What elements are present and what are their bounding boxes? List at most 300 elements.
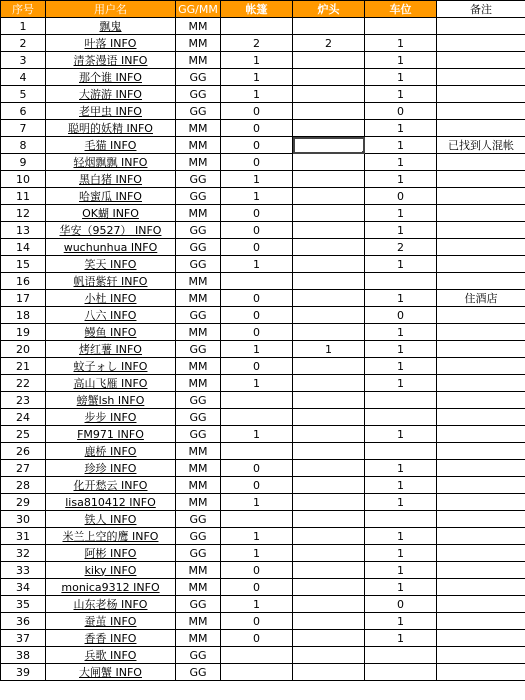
- username-link[interactable]: 山东老杨 INFO: [73, 597, 148, 611]
- cell-username[interactable]: [46, 103, 176, 120]
- cell-tent[interactable]: 1: [221, 341, 293, 358]
- cell-no[interactable]: 8: [1, 137, 46, 154]
- cell-stove[interactable]: [293, 630, 365, 647]
- cell-gender[interactable]: MM: [176, 290, 221, 307]
- cell-gender[interactable]: MM: [176, 579, 221, 596]
- cell-no[interactable]: 27: [1, 460, 46, 477]
- cell-tent[interactable]: [221, 647, 293, 664]
- cell-car[interactable]: 1: [365, 630, 437, 647]
- cell-stove[interactable]: [293, 426, 365, 443]
- cell-remark[interactable]: [437, 375, 525, 392]
- cell-stove[interactable]: 1: [293, 341, 365, 358]
- cell-car[interactable]: 1: [365, 545, 437, 562]
- username-link[interactable]: 哈蜜瓜 INFO: [79, 189, 142, 203]
- username-link[interactable]: 步步 INFO: [84, 410, 137, 424]
- cell-tent[interactable]: 0: [221, 222, 293, 239]
- cell-stove[interactable]: [293, 171, 365, 188]
- cell-car[interactable]: [365, 18, 437, 35]
- header-stove[interactable]: 炉头: [293, 1, 365, 18]
- cell-username[interactable]: [46, 324, 176, 341]
- cell-stove[interactable]: [293, 664, 365, 681]
- cell-remark[interactable]: [437, 443, 525, 460]
- cell-gender[interactable]: MM: [176, 562, 221, 579]
- cell-tent[interactable]: 1: [221, 86, 293, 103]
- cell-no[interactable]: 5: [1, 86, 46, 103]
- cell-car[interactable]: 0: [365, 188, 437, 205]
- username-link[interactable]: 那个谁 INFO: [79, 70, 142, 84]
- username-link[interactable]: 香香 INFO: [84, 631, 137, 645]
- cell-stove[interactable]: [293, 18, 365, 35]
- cell-car[interactable]: 1: [365, 579, 437, 596]
- username-link[interactable]: 小杜 INFO: [84, 291, 137, 305]
- cell-remark[interactable]: [437, 477, 525, 494]
- cell-username[interactable]: [46, 341, 176, 358]
- cell-remark[interactable]: [437, 528, 525, 545]
- cell-no[interactable]: 28: [1, 477, 46, 494]
- cell-car[interactable]: 1: [365, 171, 437, 188]
- cell-remark[interactable]: [437, 460, 525, 477]
- username-link[interactable]: 铁人 INFO: [84, 512, 137, 526]
- cell-stove[interactable]: [293, 205, 365, 222]
- cell-no[interactable]: 32: [1, 545, 46, 562]
- cell-tent[interactable]: [221, 511, 293, 528]
- cell-remark[interactable]: [437, 35, 525, 52]
- cell-no[interactable]: 26: [1, 443, 46, 460]
- cell-gender[interactable]: GG: [176, 256, 221, 273]
- username-link[interactable]: 叶落 INFO: [84, 36, 137, 50]
- username-link[interactable]: 蚕茧 INFO: [84, 614, 137, 628]
- cell-stove[interactable]: [293, 375, 365, 392]
- cell-tent[interactable]: 1: [221, 375, 293, 392]
- cell-stove[interactable]: [293, 613, 365, 630]
- cell-car[interactable]: [365, 443, 437, 460]
- username-link[interactable]: 大游游 INFO: [79, 87, 142, 101]
- cell-no[interactable]: 33: [1, 562, 46, 579]
- cell-username[interactable]: [46, 613, 176, 630]
- cell-car[interactable]: 0: [365, 103, 437, 120]
- cell-car[interactable]: 1: [365, 120, 437, 137]
- cell-remark[interactable]: [437, 511, 525, 528]
- cell-username[interactable]: [46, 443, 176, 460]
- cell-username[interactable]: [46, 86, 176, 103]
- cell-remark[interactable]: [437, 239, 525, 256]
- cell-tent[interactable]: 1: [221, 188, 293, 205]
- username-link[interactable]: 烤红薯 INFO: [79, 342, 142, 356]
- username-link[interactable]: 化开愁云 INFO: [73, 478, 148, 492]
- cell-remark[interactable]: 已找到人混帐: [437, 137, 525, 154]
- cell-gender[interactable]: MM: [176, 613, 221, 630]
- cell-username[interactable]: [46, 273, 176, 290]
- username-link[interactable]: kiky INFO: [84, 563, 137, 577]
- cell-remark[interactable]: [437, 205, 525, 222]
- cell-gender[interactable]: GG: [176, 392, 221, 409]
- cell-gender[interactable]: GG: [176, 222, 221, 239]
- cell-tent[interactable]: 0: [221, 358, 293, 375]
- cell-no[interactable]: 7: [1, 120, 46, 137]
- cell-gender[interactable]: MM: [176, 477, 221, 494]
- cell-stove[interactable]: [293, 222, 365, 239]
- cell-username[interactable]: [46, 358, 176, 375]
- username-link[interactable]: OK蝴 INFO: [82, 206, 139, 220]
- cell-car[interactable]: 1: [365, 35, 437, 52]
- username-link[interactable]: 聪明的妖精 INFO: [68, 121, 153, 135]
- cell-gender[interactable]: GG: [176, 103, 221, 120]
- cell-stove[interactable]: [293, 494, 365, 511]
- cell-car[interactable]: 1: [365, 256, 437, 273]
- cell-gender[interactable]: MM: [176, 120, 221, 137]
- cell-car[interactable]: 1: [365, 358, 437, 375]
- cell-no[interactable]: 1: [1, 18, 46, 35]
- cell-remark[interactable]: [437, 86, 525, 103]
- cell-car[interactable]: 2: [365, 239, 437, 256]
- cell-tent[interactable]: 0: [221, 205, 293, 222]
- cell-car[interactable]: 1: [365, 494, 437, 511]
- cell-remark[interactable]: [437, 171, 525, 188]
- cell-car[interactable]: 1: [365, 52, 437, 69]
- cell-username[interactable]: [46, 630, 176, 647]
- cell-stove[interactable]: [293, 273, 365, 290]
- cell-no[interactable]: 24: [1, 409, 46, 426]
- cell-tent[interactable]: 0: [221, 154, 293, 171]
- cell-username[interactable]: [46, 52, 176, 69]
- cell-car[interactable]: 1: [365, 154, 437, 171]
- header-car[interactable]: 车位: [365, 1, 437, 18]
- cell-username[interactable]: [46, 239, 176, 256]
- cell-car[interactable]: [365, 511, 437, 528]
- cell-tent[interactable]: 0: [221, 239, 293, 256]
- cell-tent[interactable]: 0: [221, 579, 293, 596]
- cell-no[interactable]: 11: [1, 188, 46, 205]
- cell-tent[interactable]: 0: [221, 103, 293, 120]
- cell-car[interactable]: 1: [365, 290, 437, 307]
- cell-username[interactable]: [46, 222, 176, 239]
- cell-username[interactable]: [46, 171, 176, 188]
- username-link[interactable]: 高山飞雁 INFO: [73, 376, 148, 390]
- username-link[interactable]: 螃蟹lsh INFO: [76, 393, 145, 407]
- cell-gender[interactable]: GG: [176, 307, 221, 324]
- cell-username[interactable]: [46, 562, 176, 579]
- cell-remark[interactable]: [437, 154, 525, 171]
- username-link[interactable]: 兵歌 INFO: [84, 648, 137, 662]
- cell-tent[interactable]: [221, 443, 293, 460]
- username-link[interactable]: 黑白猪 INFO: [79, 172, 142, 186]
- cell-no[interactable]: 18: [1, 307, 46, 324]
- cell-username[interactable]: [46, 290, 176, 307]
- cell-tent[interactable]: 1: [221, 52, 293, 69]
- cell-stove[interactable]: [293, 443, 365, 460]
- username-link[interactable]: monica9312 INFO: [61, 580, 160, 594]
- cell-stove[interactable]: [293, 528, 365, 545]
- cell-no[interactable]: 9: [1, 154, 46, 171]
- cell-remark[interactable]: [437, 647, 525, 664]
- cell-tent[interactable]: 0: [221, 613, 293, 630]
- cell-gender[interactable]: GG: [176, 664, 221, 681]
- cell-tent[interactable]: 0: [221, 324, 293, 341]
- cell-username[interactable]: [46, 596, 176, 613]
- cell-remark[interactable]: [437, 392, 525, 409]
- cell-username[interactable]: [46, 137, 176, 154]
- cell-stove[interactable]: [293, 511, 365, 528]
- cell-stove[interactable]: [293, 239, 365, 256]
- cell-remark[interactable]: [437, 341, 525, 358]
- header-remark[interactable]: 备注: [437, 1, 525, 18]
- cell-no[interactable]: 25: [1, 426, 46, 443]
- cell-tent[interactable]: [221, 664, 293, 681]
- cell-stove[interactable]: [293, 103, 365, 120]
- cell-car[interactable]: 1: [365, 324, 437, 341]
- header-no[interactable]: 序号: [1, 1, 46, 18]
- cell-car[interactable]: 1: [365, 562, 437, 579]
- username-link[interactable]: 毛猫 INFO: [84, 138, 137, 152]
- cell-no[interactable]: 15: [1, 256, 46, 273]
- cell-gender[interactable]: GG: [176, 426, 221, 443]
- cell-car[interactable]: 1: [365, 460, 437, 477]
- cell-stove[interactable]: [293, 52, 365, 69]
- cell-stove[interactable]: [293, 460, 365, 477]
- cell-no[interactable]: 30: [1, 511, 46, 528]
- cell-gender[interactable]: GG: [176, 188, 221, 205]
- cell-gender[interactable]: MM: [176, 205, 221, 222]
- cell-gender[interactable]: GG: [176, 511, 221, 528]
- cell-no[interactable]: 37: [1, 630, 46, 647]
- cell-remark[interactable]: [437, 69, 525, 86]
- cell-username[interactable]: [46, 154, 176, 171]
- cell-tent[interactable]: [221, 273, 293, 290]
- cell-username[interactable]: [46, 511, 176, 528]
- cell-car[interactable]: [365, 409, 437, 426]
- cell-gender[interactable]: MM: [176, 52, 221, 69]
- cell-remark[interactable]: [437, 273, 525, 290]
- cell-gender[interactable]: MM: [176, 375, 221, 392]
- cell-no[interactable]: 2: [1, 35, 46, 52]
- cell-no[interactable]: 36: [1, 613, 46, 630]
- cell-tent[interactable]: 0: [221, 460, 293, 477]
- cell-car[interactable]: 1: [365, 375, 437, 392]
- cell-no[interactable]: 6: [1, 103, 46, 120]
- cell-remark[interactable]: [437, 409, 525, 426]
- cell-username[interactable]: [46, 307, 176, 324]
- cell-car[interactable]: 1: [365, 426, 437, 443]
- cell-tent[interactable]: 0: [221, 290, 293, 307]
- cell-stove[interactable]: [293, 256, 365, 273]
- cell-username[interactable]: [46, 375, 176, 392]
- cell-gender[interactable]: GG: [176, 239, 221, 256]
- cell-tent[interactable]: 0: [221, 562, 293, 579]
- cell-no[interactable]: 19: [1, 324, 46, 341]
- cell-remark[interactable]: [437, 18, 525, 35]
- cell-gender[interactable]: MM: [176, 460, 221, 477]
- cell-stove[interactable]: [293, 358, 365, 375]
- cell-no[interactable]: 31: [1, 528, 46, 545]
- cell-tent[interactable]: 1: [221, 256, 293, 273]
- cell-car[interactable]: [365, 273, 437, 290]
- cell-tent[interactable]: 0: [221, 477, 293, 494]
- cell-username[interactable]: [46, 426, 176, 443]
- cell-stove[interactable]: [293, 307, 365, 324]
- cell-remark[interactable]: [437, 324, 525, 341]
- cell-username[interactable]: [46, 664, 176, 681]
- cell-stove[interactable]: [293, 477, 365, 494]
- cell-tent[interactable]: 1: [221, 494, 293, 511]
- cell-remark[interactable]: [437, 52, 525, 69]
- cell-car[interactable]: 1: [365, 205, 437, 222]
- cell-gender[interactable]: MM: [176, 443, 221, 460]
- cell-stove[interactable]: [293, 290, 365, 307]
- cell-car[interactable]: 0: [365, 307, 437, 324]
- username-link[interactable]: 鳗鱼 INFO: [84, 325, 137, 339]
- cell-gender[interactable]: GG: [176, 647, 221, 664]
- cell-username[interactable]: [46, 477, 176, 494]
- cell-remark[interactable]: [437, 103, 525, 120]
- cell-stove[interactable]: [293, 120, 365, 137]
- cell-gender[interactable]: GG: [176, 341, 221, 358]
- cell-remark[interactable]: [437, 630, 525, 647]
- username-link[interactable]: 蚊子ォし INFO: [73, 359, 148, 373]
- cell-stove[interactable]: [293, 409, 365, 426]
- cell-remark[interactable]: [437, 188, 525, 205]
- username-link[interactable]: lisa810412 INFO: [65, 495, 156, 509]
- cell-car[interactable]: 1: [365, 613, 437, 630]
- cell-no[interactable]: 23: [1, 392, 46, 409]
- username-link[interactable]: 大闸蟹 INFO: [79, 665, 142, 679]
- cell-gender[interactable]: MM: [176, 137, 221, 154]
- header-tent[interactable]: 帐篷: [221, 1, 293, 18]
- cell-tent[interactable]: 1: [221, 69, 293, 86]
- header-username[interactable]: 用户名: [46, 1, 176, 18]
- cell-remark[interactable]: [437, 664, 525, 681]
- cell-no[interactable]: 12: [1, 205, 46, 222]
- cell-username[interactable]: [46, 120, 176, 137]
- username-link[interactable]: 老甲虫 INFO: [79, 104, 142, 118]
- cell-tent[interactable]: 1: [221, 426, 293, 443]
- cell-no[interactable]: 13: [1, 222, 46, 239]
- cell-car[interactable]: 1: [365, 137, 437, 154]
- cell-tent[interactable]: [221, 392, 293, 409]
- cell-gender[interactable]: MM: [176, 324, 221, 341]
- cell-no[interactable]: 3: [1, 52, 46, 69]
- cell-stove[interactable]: 2: [293, 35, 365, 52]
- cell-gender[interactable]: GG: [176, 528, 221, 545]
- cell-no[interactable]: 22: [1, 375, 46, 392]
- username-link[interactable]: 华安（9527） INFO: [59, 223, 162, 237]
- cell-username[interactable]: [46, 256, 176, 273]
- cell-no[interactable]: 38: [1, 647, 46, 664]
- cell-username[interactable]: [46, 528, 176, 545]
- cell-remark[interactable]: 住酒店: [437, 290, 525, 307]
- cell-car[interactable]: 0: [365, 596, 437, 613]
- cell-remark[interactable]: [437, 596, 525, 613]
- cell-username[interactable]: [46, 35, 176, 52]
- cell-remark[interactable]: [437, 494, 525, 511]
- username-link[interactable]: 阿彬 INFO: [84, 546, 137, 560]
- cell-gender[interactable]: MM: [176, 154, 221, 171]
- cell-stove[interactable]: [293, 647, 365, 664]
- cell-username[interactable]: [46, 18, 176, 35]
- cell-gender[interactable]: MM: [176, 35, 221, 52]
- cell-remark[interactable]: [437, 545, 525, 562]
- cell-stove[interactable]: [293, 188, 365, 205]
- username-link[interactable]: wuchunhua INFO: [63, 240, 158, 254]
- cell-gender[interactable]: MM: [176, 18, 221, 35]
- cell-tent[interactable]: 0: [221, 120, 293, 137]
- cell-username[interactable]: [46, 409, 176, 426]
- cell-gender[interactable]: GG: [176, 69, 221, 86]
- username-link[interactable]: 清茶漫语 INFO: [73, 53, 148, 67]
- cell-username[interactable]: [46, 460, 176, 477]
- cell-remark[interactable]: [437, 307, 525, 324]
- cell-stove[interactable]: [293, 69, 365, 86]
- username-link[interactable]: FM971 INFO: [77, 427, 144, 441]
- username-link[interactable]: 笑天 INFO: [84, 257, 137, 271]
- cell-stove[interactable]: [293, 86, 365, 103]
- cell-username[interactable]: [46, 494, 176, 511]
- cell-no[interactable]: 34: [1, 579, 46, 596]
- cell-tent[interactable]: 1: [221, 171, 293, 188]
- cell-remark[interactable]: [437, 613, 525, 630]
- cell-remark[interactable]: [437, 358, 525, 375]
- cell-no[interactable]: 14: [1, 239, 46, 256]
- cell-stove[interactable]: [293, 137, 365, 154]
- cell-no[interactable]: 21: [1, 358, 46, 375]
- cell-stove[interactable]: [293, 392, 365, 409]
- cell-stove[interactable]: [293, 562, 365, 579]
- username-link[interactable]: 轻烟飘飘 INFO: [73, 155, 148, 169]
- cell-no[interactable]: 29: [1, 494, 46, 511]
- cell-car[interactable]: [365, 392, 437, 409]
- cell-car[interactable]: 1: [365, 69, 437, 86]
- cell-no[interactable]: 39: [1, 664, 46, 681]
- username-link[interactable]: 飘鬼: [99, 19, 122, 33]
- cell-car[interactable]: [365, 664, 437, 681]
- cell-gender[interactable]: MM: [176, 273, 221, 290]
- username-link[interactable]: 珍珍 INFO: [84, 461, 137, 475]
- cell-car[interactable]: 1: [365, 477, 437, 494]
- cell-stove[interactable]: [293, 579, 365, 596]
- cell-username[interactable]: [46, 647, 176, 664]
- cell-no[interactable]: 20: [1, 341, 46, 358]
- cell-remark[interactable]: [437, 120, 525, 137]
- cell-gender[interactable]: MM: [176, 358, 221, 375]
- cell-stove[interactable]: [293, 545, 365, 562]
- cell-no[interactable]: 10: [1, 171, 46, 188]
- cell-gender[interactable]: GG: [176, 171, 221, 188]
- cell-gender[interactable]: GG: [176, 596, 221, 613]
- username-link[interactable]: 帆语紫轩 INFO: [73, 274, 148, 288]
- header-gender[interactable]: GG/MM: [176, 1, 221, 18]
- cell-username[interactable]: [46, 545, 176, 562]
- cell-remark[interactable]: [437, 426, 525, 443]
- cell-car[interactable]: 1: [365, 86, 437, 103]
- cell-username[interactable]: [46, 579, 176, 596]
- cell-no[interactable]: 4: [1, 69, 46, 86]
- username-link[interactable]: 鹿桥 INFO: [84, 444, 137, 458]
- username-link[interactable]: 米兰上空的鹰 INFO: [62, 529, 159, 543]
- cell-gender[interactable]: GG: [176, 86, 221, 103]
- cell-no[interactable]: 16: [1, 273, 46, 290]
- cell-username[interactable]: [46, 69, 176, 86]
- cell-remark[interactable]: [437, 562, 525, 579]
- cell-remark[interactable]: [437, 256, 525, 273]
- cell-stove[interactable]: [293, 154, 365, 171]
- cell-tent[interactable]: 2: [221, 35, 293, 52]
- cell-car[interactable]: 1: [365, 528, 437, 545]
- cell-tent[interactable]: 0: [221, 137, 293, 154]
- cell-tent[interactable]: 1: [221, 528, 293, 545]
- cell-username[interactable]: [46, 188, 176, 205]
- cell-remark[interactable]: [437, 579, 525, 596]
- cell-gender[interactable]: MM: [176, 494, 221, 511]
- cell-tent[interactable]: 1: [221, 596, 293, 613]
